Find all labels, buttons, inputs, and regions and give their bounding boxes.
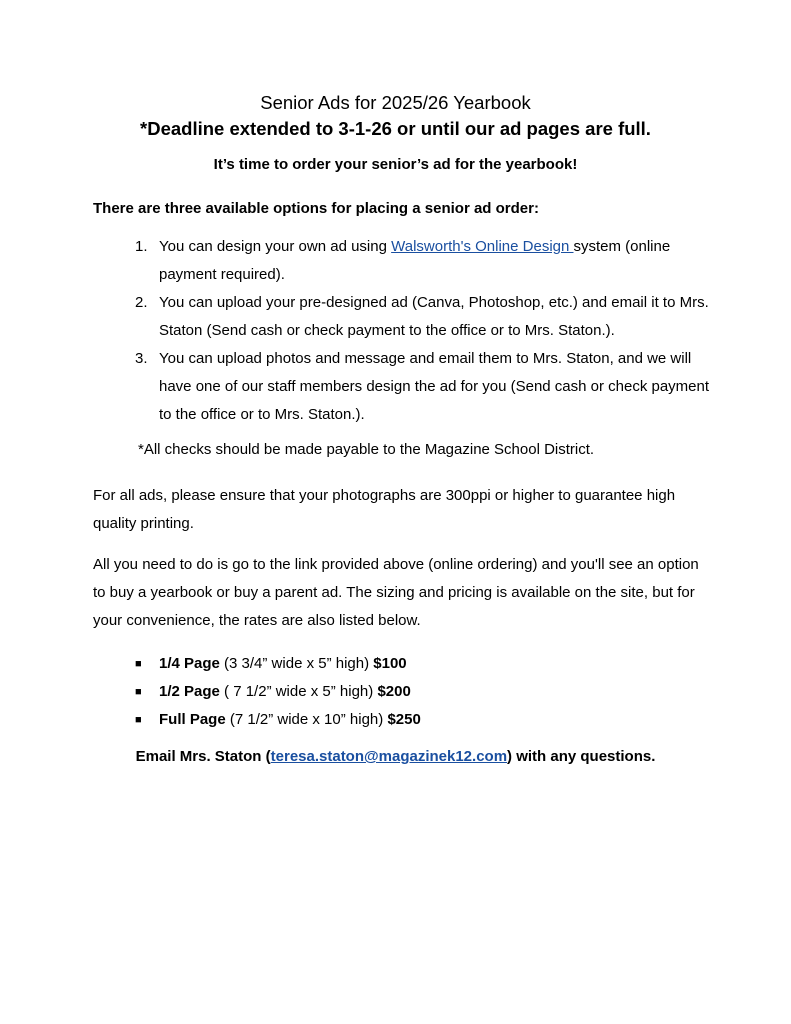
rate-item <box>135 706 421 734</box>
photo-quality-paragraph: For all ads, please ensure that your photographs are 300ppi or higher to guarantee high quality printing. <box>93 487 676 532</box>
contact-line <box>0 748 791 765</box>
rate-dimensions: (3 3/4” wide x 5” high) <box>219 655 374 672</box>
rate-price: $100 <box>373 655 407 672</box>
walsworth-online-design-link[interactable]: Walsworth's Online Design <box>391 238 574 255</box>
ordering-instructions-paragraph: All you need to do is go to the link provided above (online ordering) and you'll see an option to buy a yearbook or buy a parent ad. The sizing and pricing is available on the site, but for your convenience, the rates are also listed below. <box>93 556 699 629</box>
option-number: 2. <box>135 294 148 311</box>
rate-price: $250 <box>387 711 421 728</box>
rate-dimensions: (7 1/2” wide x 10” high) <box>225 711 388 728</box>
option-text: You can upload photos and message and email them to Mrs. Staton, and we will have one of our staff members design the ad for you (Send cash or check payment to the office or to Mrs. Staton.). <box>159 350 710 423</box>
square-bullet-icon: ■ <box>135 658 142 670</box>
rates-list <box>135 650 421 734</box>
page-title: Senior Ads for 2025/26 Yearbook <box>260 92 531 113</box>
deadline-notice: *Deadline extended to 3-1-26 or until our ad pages are full. <box>140 118 651 139</box>
contact-pre: Email Mrs. Staton ( <box>135 748 271 765</box>
rate-item <box>135 678 421 706</box>
option-item-3 <box>135 345 715 429</box>
rate-size: 1/4 Page <box>159 655 220 672</box>
rate-size: Full Page <box>159 711 226 728</box>
option-number: 1. <box>135 238 148 255</box>
option-text-post: system (online payment required). <box>159 238 671 283</box>
option-item-1 <box>135 233 715 289</box>
rate-price: $200 <box>377 683 411 700</box>
options-intro: There are three available options for placing a senior ad order: <box>93 200 539 217</box>
square-bullet-icon: ■ <box>135 714 142 726</box>
rate-size: 1/2 Page <box>159 683 220 700</box>
contact-post: ) with any questions. <box>507 748 656 765</box>
check-payable-note: *All checks should be made payable to the Magazine School District. <box>138 441 595 458</box>
option-text: You can upload your pre-designed ad (Canva, Photoshop, etc.) and email it to Mrs. Staton (Send cash or check payment to the office or to Mrs. Staton.). <box>159 294 709 339</box>
option-number: 3. <box>135 350 148 367</box>
options-list <box>135 233 715 429</box>
rate-item <box>135 650 421 678</box>
option-item-2 <box>135 289 715 345</box>
square-bullet-icon: ■ <box>135 686 142 698</box>
option-text-pre: You can design your own ad using <box>159 238 392 255</box>
subtitle: It’s time to order your senior’s ad for the yearbook! <box>213 156 578 173</box>
rate-dimensions: ( 7 1/2” wide x 5” high) <box>219 683 378 700</box>
email-link[interactable]: teresa.staton@magazinek12.com <box>270 748 508 765</box>
